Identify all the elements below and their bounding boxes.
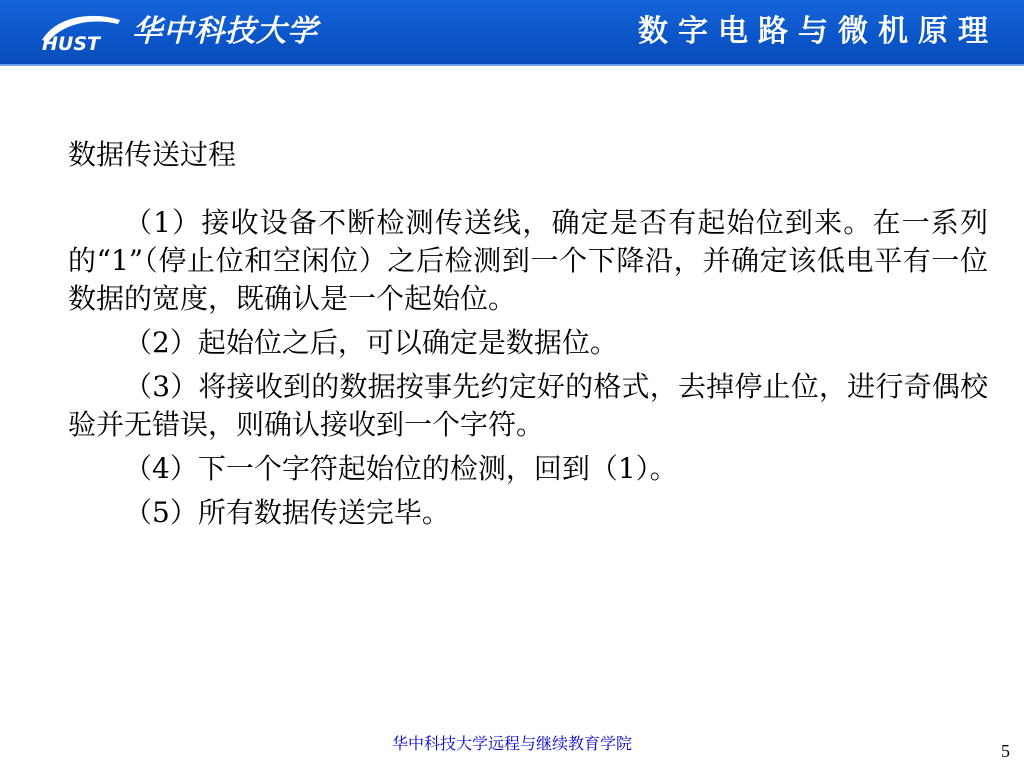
hust-logo-icon (34, 10, 126, 56)
slide-content (68, 136, 988, 538)
page-number: 5 (1001, 741, 1010, 761)
paragraph-step-4: （4）下一个字符起始位的检测，回到（1）。 (124, 452, 678, 485)
logo-text: HUST (42, 33, 100, 55)
university-name: 华中科技大学 (132, 14, 318, 49)
header-bar (0, 0, 1024, 64)
paragraph-step-5: （5）所有数据传送完毕。 (124, 496, 450, 529)
footer-institution: 华中科技大学远程与继续教育学院 (391, 734, 632, 753)
course-title: 数字电路与微机原理 (638, 14, 998, 49)
paragraph-step-1: （1）接收设备不断检测传送线，确定是否有起始位到来。在一系列的“1”（停止位和空闲位）之后检测到一个下降沿，并确定该低电平有一位数据的宽度，既确认是一个起始位。 (68, 206, 988, 315)
slide-heading: 数据传送过程 (68, 138, 237, 171)
paragraph-step-3: （3）将接收到的数据按事先约定好的格式，去掉停止位，进行奇偶校验并无错误，则确认接收到一个字符。 (68, 370, 988, 441)
header-divider (0, 64, 1024, 66)
paragraph-step-2: （2）起始位之后，可以确定是数据位。 (124, 326, 618, 359)
